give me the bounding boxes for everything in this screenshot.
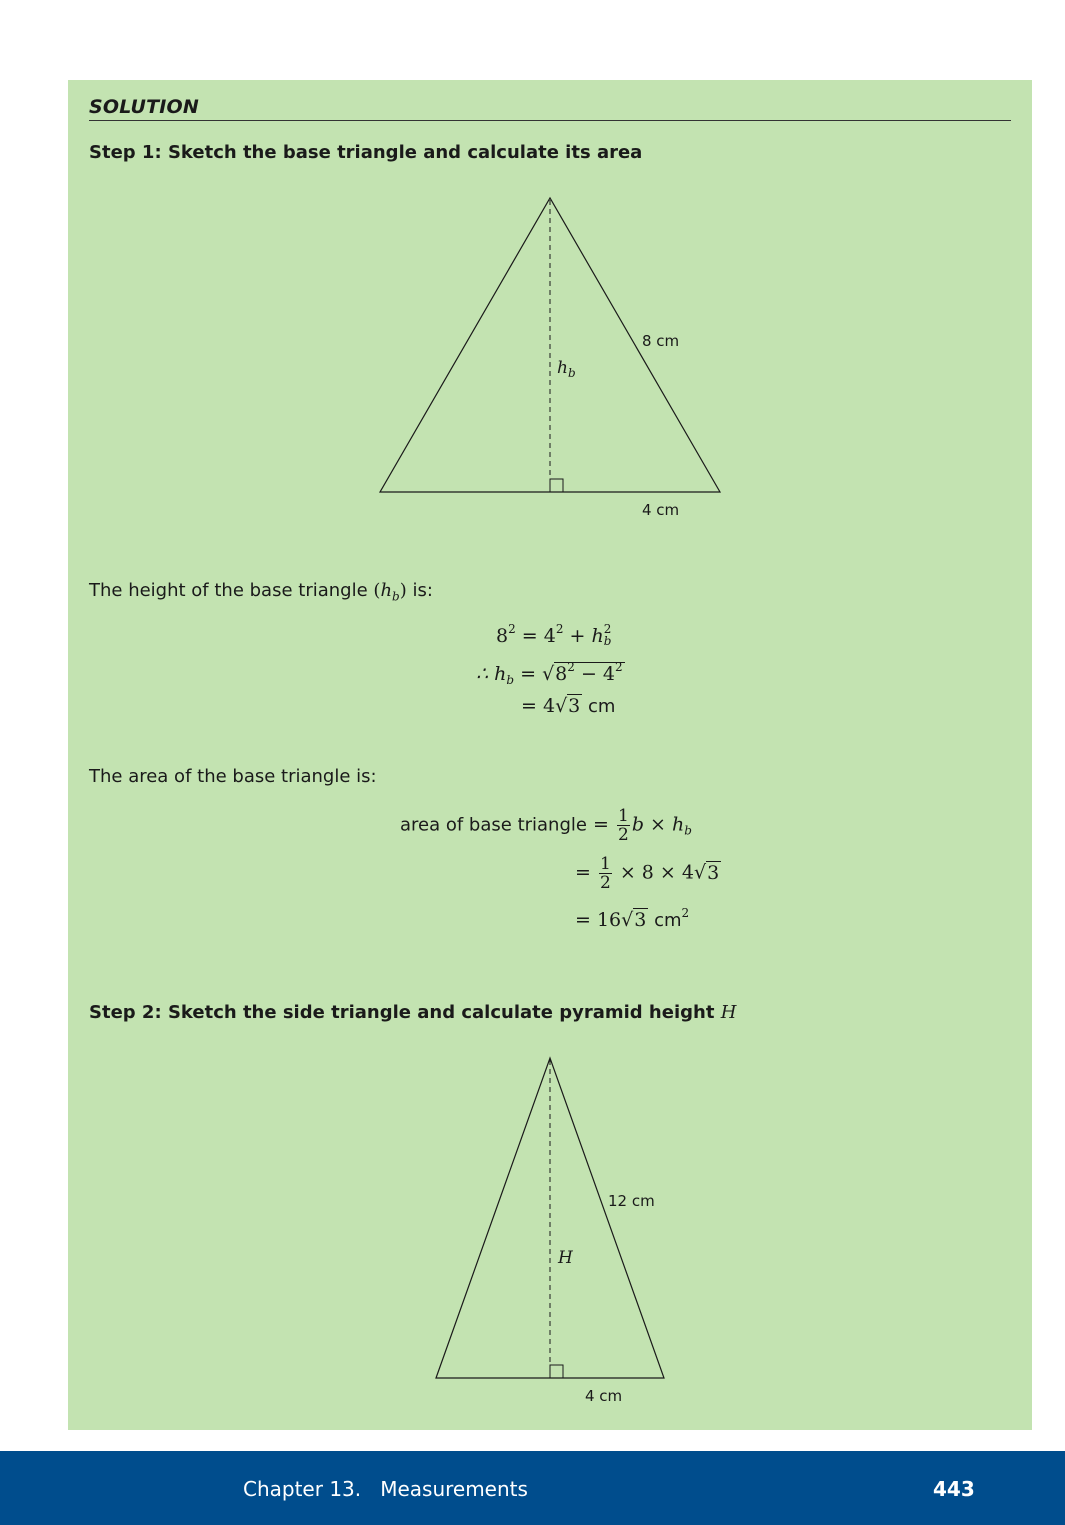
step-2-heading xyxy=(89,1002,736,1023)
height-intro-text: The height of the base triangle xyxy=(89,580,368,601)
solution-heading: SOLUTION xyxy=(89,96,200,118)
base-triangle-height-label: $h_b$ xyxy=(557,358,576,380)
eq1-line1: $8^2 = 4^2 + h$ 2 b xyxy=(496,622,612,648)
step-1-heading xyxy=(89,142,642,163)
right-angle-marker xyxy=(550,1365,563,1378)
height-intro-var-sub: b xyxy=(392,589,400,604)
page-footer xyxy=(0,1451,1065,1525)
base-triangle-figure xyxy=(368,190,738,520)
step-2-title: Sketch the side triangle and calculate pyramid height xyxy=(167,1002,715,1023)
step-2-label: Step 2: xyxy=(89,1002,162,1023)
solution-panel xyxy=(68,80,1032,1430)
eq2-line2: = $\frac{1}{2}$ × 8 × 4√3 xyxy=(575,854,720,893)
page-number: 443 xyxy=(933,1477,975,1501)
base-triangle-hyp-label: 8 cm xyxy=(642,332,680,350)
height-intro-end: is: xyxy=(406,580,433,601)
right-angle-marker xyxy=(550,479,563,492)
side-triangle-hyp-label: 12 cm xyxy=(608,1192,655,1210)
solution-rule xyxy=(89,120,1011,121)
footer-section: Measurements xyxy=(380,1477,528,1501)
step-1-title: Sketch the base triangle and calculate its area xyxy=(167,142,643,163)
area-intro: The area of the base triangle is: xyxy=(89,766,377,787)
footer-chapter-number: Chapter 13. xyxy=(243,1477,362,1501)
footer-chapter xyxy=(243,1477,528,1501)
height-intro: The height of the base triangle $(h_b)$ is: xyxy=(89,580,433,604)
height-intro-var: h xyxy=(380,580,393,601)
eq1-line3: = 4√3 cm xyxy=(521,695,616,717)
base-triangle-half-base-label: 4 cm xyxy=(642,501,680,519)
side-triangle-figure xyxy=(423,1050,683,1405)
step-1-label: Step 1: xyxy=(89,142,162,163)
side-triangle-height-label: H xyxy=(558,1248,573,1268)
side-triangle-half-base-label: 4 cm xyxy=(585,1387,623,1405)
step-2-var: H xyxy=(720,1002,737,1023)
eq2-line1: area of base triangle = $\frac{1}{2}$ $b \times h_b$ xyxy=(400,806,692,845)
eq1-line2: ∴ $h_b = √8^2 - 4^2$ xyxy=(476,660,623,687)
eq2-line3: = 16√3 $cm^2$ xyxy=(575,906,690,931)
